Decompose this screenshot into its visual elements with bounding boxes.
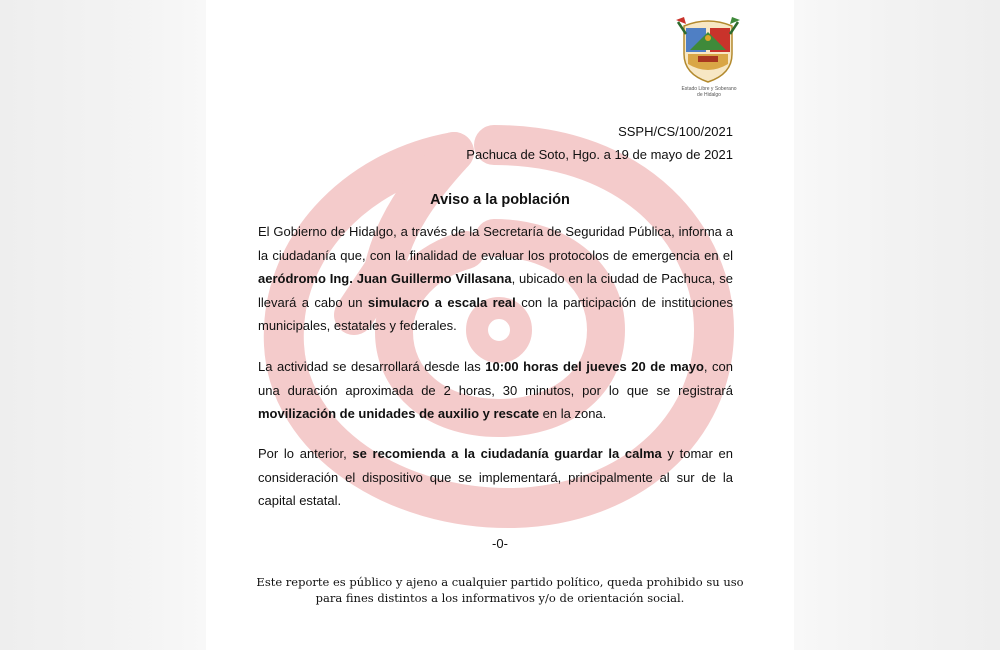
- document-page: [206, 0, 794, 650]
- paragraph-2-bold-1: 10:00 horas del jueves 20 de mayo: [485, 359, 704, 374]
- paragraph-3-text-1: Por lo anterior,: [258, 446, 353, 461]
- place-date: Pachuca de Soto, Hgo. a 19 de mayo de 2021: [466, 147, 733, 162]
- document-title: Aviso a la población: [430, 192, 570, 208]
- paragraph-1-text-2: , ubicado en la ciudad de Pachuca, se llevará a cabo un: [258, 271, 733, 310]
- seal-caption-line1: Estado Libre y Soberano: [681, 86, 737, 92]
- paragraph-3: [258, 442, 733, 513]
- footer-line-1: Este reporte es público y ajeno a cualquier partido político, queda prohibido su uso: [256, 575, 744, 589]
- seal-caption: [661, 86, 757, 98]
- paragraph-2: [258, 355, 733, 426]
- paragraph-2-text-3: en la zona.: [539, 406, 607, 421]
- paragraph-2-bold-2: movilización de unidades de auxilio y rescate: [258, 406, 540, 421]
- footer-line-2: para fines distintos a los informativos y/o de orientación social.: [315, 591, 685, 605]
- paragraph-2-text-2: , con una duración aproximada de 2 horas, 30 minutos, por lo que se registrará: [258, 359, 733, 398]
- paragraph-1-bold-1: aeródromo Ing. Juan Guillermo Villasana: [258, 271, 512, 286]
- blurred-backdrop-left: [0, 0, 206, 650]
- blurred-backdrop-right: [794, 0, 1000, 650]
- paragraph-1-text-3: con la participación de instituciones municipales, estatales y federales.: [258, 294, 734, 333]
- separator-mark: -0-: [492, 536, 508, 551]
- paragraph-3-bold-1: se recomienda a la ciudadanía guardar la calma: [352, 446, 662, 461]
- paragraph-1: [258, 220, 733, 338]
- paragraph-3-text-2: y tomar en consideración el dispositivo que se implementará, principalmente al sur de la capital estatal.: [258, 446, 733, 508]
- footer-disclaimer: [236, 574, 764, 606]
- state-seal-icon: [674, 14, 742, 84]
- paragraph-1-bold-2: simulacro a escala real: [367, 294, 516, 310]
- document-reference: SSPH/CS/100/2021: [618, 124, 733, 139]
- seal-caption-line2: de Hidalgo: [697, 92, 721, 98]
- paragraph-1-text-1: El Gobierno de Hidalgo, a través de la Secretaría de Seguridad Pública, informa a la ciudadanía que, con la finalidad de evaluar los protocolos de emergencia en el: [258, 224, 733, 263]
- paragraph-2-text-1: La actividad se desarrollará desde las: [258, 359, 486, 374]
